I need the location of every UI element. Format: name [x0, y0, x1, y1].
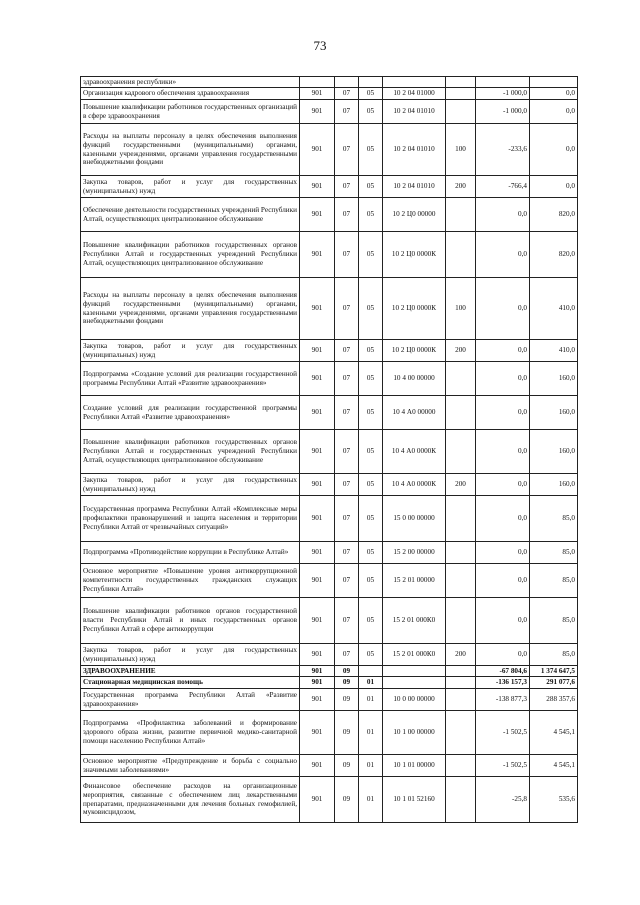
table-row: [81, 278, 578, 340]
row-subsection: 05: [359, 278, 383, 340]
row-target: 10 4 А0 0000К: [383, 474, 446, 496]
row-target: 10 0 00 00000: [383, 689, 446, 711]
row-subsection: 01: [359, 777, 383, 823]
row-target: [383, 77, 446, 88]
row-name: Государственная программа Республики Алтай «Комплексные меры профилактики правонарушений и защита населения и территории Республики Алтай от чрезвычайных ситуаций»: [81, 496, 300, 542]
row-code: 901: [300, 176, 335, 198]
row-section: 07: [335, 430, 359, 474]
row-section: 07: [335, 598, 359, 644]
row-name: Расходы на выплаты персоналу в целях обеспечения выполнения функций государственными (муниципальными) органами, казенными учреждениями, органами управления государственными внебюджетными фондами: [81, 278, 300, 340]
row-target: 15 2 01 000К0: [383, 598, 446, 644]
row-amount-change: 0,0: [476, 644, 530, 666]
row-section: 07: [335, 278, 359, 340]
table-row: [81, 198, 578, 232]
table-row: [81, 755, 578, 777]
row-name: Обеспечение деятельности государственных учреждений Республики Алтай, осуществляющих централизованное обслуживание: [81, 198, 300, 232]
row-target: 10 2 Ц0 0000К: [383, 340, 446, 362]
row-name: Подпрограмма «Противодействие коррупции в Республике Алтай»: [81, 542, 300, 564]
row-section: 07: [335, 396, 359, 430]
row-subsection: 01: [359, 677, 383, 689]
row-code: 901: [300, 689, 335, 711]
row-amount-change: -1 502,5: [476, 711, 530, 755]
row-subsection: 05: [359, 564, 383, 598]
row-code: 901: [300, 474, 335, 496]
row-target: 15 2 00 00000: [383, 542, 446, 564]
row-section: 09: [335, 689, 359, 711]
row-expense-type: [446, 198, 476, 232]
row-expense-type: [446, 711, 476, 755]
row-code: 901: [300, 88, 335, 100]
row-expense-type: 200: [446, 644, 476, 666]
row-expense-type: [446, 598, 476, 644]
row-amount-change: 0,0: [476, 198, 530, 232]
row-target: [383, 677, 446, 689]
row-subsection: 05: [359, 88, 383, 100]
row-section: 09: [335, 677, 359, 689]
table-row: [81, 689, 578, 711]
table-row: [81, 542, 578, 564]
row-amount-total: 85,0: [530, 598, 578, 644]
row-name: Повышение квалификации работников государственных органов Республики Алтай и государственных учреждений Республики Алтай, осуществляющих централизованное обслуживание: [81, 430, 300, 474]
row-code: 901: [300, 598, 335, 644]
row-target: 10 1 01 52160: [383, 777, 446, 823]
row-code: 901: [300, 198, 335, 232]
page-number: 73: [313, 38, 327, 53]
row-expense-type: 100: [446, 124, 476, 176]
row-section: [335, 77, 359, 88]
row-target: 10 2 Ц0 0000К: [383, 278, 446, 340]
row-amount-total: 4 545,1: [530, 711, 578, 755]
table-row: [81, 644, 578, 666]
row-amount-change: -136 157,3: [476, 677, 530, 689]
table-row: [81, 124, 578, 176]
row-code: 901: [300, 644, 335, 666]
row-code: 901: [300, 340, 335, 362]
row-name: Финансовое обеспечение расходов на организационные мероприятия, связанные с обеспечением лиц лекарственными препаратами, предназначенными для лечения больных гемофилией, муковисцидозом,: [81, 777, 300, 823]
row-expense-type: [446, 564, 476, 598]
row-amount-total: 820,0: [530, 198, 578, 232]
row-name: Закупка товаров, работ и услуг для государственных (муниципальных) нужд: [81, 644, 300, 666]
row-name: ЗДРАВООХРАНЕНИЕ: [81, 666, 300, 677]
row-code: 901: [300, 124, 335, 176]
row-amount-change: -766,4: [476, 176, 530, 198]
table-row: [81, 88, 578, 100]
row-amount-change: 0,0: [476, 340, 530, 362]
row-subsection: 05: [359, 340, 383, 362]
table-row: [81, 677, 578, 689]
row-amount-change: 0,0: [476, 278, 530, 340]
table-row: [81, 564, 578, 598]
row-section: 07: [335, 542, 359, 564]
row-target: 15 2 01 000К0: [383, 644, 446, 666]
row-amount-change: -25,8: [476, 777, 530, 823]
row-amount-change: 0,0: [476, 430, 530, 474]
row-expense-type: 200: [446, 176, 476, 198]
row-expense-type: [446, 232, 476, 278]
row-target: 10 2 04 01010: [383, 100, 446, 124]
row-subsection: [359, 666, 383, 677]
row-target: 15 0 00 00000: [383, 496, 446, 542]
row-code: 901: [300, 100, 335, 124]
row-subsection: 01: [359, 755, 383, 777]
table-row: [81, 176, 578, 198]
row-amount-change: 0,0: [476, 232, 530, 278]
row-expense-type: [446, 755, 476, 777]
row-section: 07: [335, 124, 359, 176]
row-expense-type: 200: [446, 474, 476, 496]
row-name: Подпрограмма «Профилактика заболеваний и формирование здорового образа жизни, развитие первичной медико-санитарной помощи населению Республики Алтай»: [81, 711, 300, 755]
row-amount-change: [476, 77, 530, 88]
row-code: 901: [300, 677, 335, 689]
row-target: 10 4 А0 0000К: [383, 430, 446, 474]
row-amount-total: 1 374 647,5: [530, 666, 578, 677]
row-amount-total: 535,6: [530, 777, 578, 823]
row-section: 07: [335, 232, 359, 278]
row-section: 07: [335, 198, 359, 232]
row-subsection: 05: [359, 598, 383, 644]
row-subsection: 05: [359, 542, 383, 564]
row-expense-type: [446, 677, 476, 689]
row-amount-total: 291 077,6: [530, 677, 578, 689]
row-name: Подпрограмма «Создание условий для реализации государственной программы Республики Алтай «Развитие здравоохранения»: [81, 362, 300, 396]
row-section: 07: [335, 564, 359, 598]
row-expense-type: [446, 777, 476, 823]
row-section: 09: [335, 755, 359, 777]
row-target: 10 1 01 00000: [383, 755, 446, 777]
row-amount-change: 0,0: [476, 362, 530, 396]
row-name: здравоохранения республики»: [81, 77, 300, 88]
row-section: 07: [335, 362, 359, 396]
row-amount-total: 160,0: [530, 474, 578, 496]
row-subsection: 05: [359, 430, 383, 474]
row-expense-type: 200: [446, 340, 476, 362]
row-expense-type: [446, 100, 476, 124]
row-code: 901: [300, 278, 335, 340]
row-amount-total: 820,0: [530, 232, 578, 278]
row-expense-type: [446, 88, 476, 100]
row-amount-total: 0,0: [530, 100, 578, 124]
row-name: Создание условий для реализации государственной программы Республики Алтай «Развитие здравоохранения»: [81, 396, 300, 430]
row-code: 901: [300, 666, 335, 677]
row-expense-type: [446, 362, 476, 396]
row-expense-type: [446, 430, 476, 474]
row-section: 09: [335, 711, 359, 755]
row-amount-total: [530, 77, 578, 88]
row-amount-change: 0,0: [476, 598, 530, 644]
row-name: Повышение квалификации работников органов государственной власти Республики Алтай и иных государственных органов Республики Алтай в сфере антикоррупции: [81, 598, 300, 644]
row-subsection: 05: [359, 644, 383, 666]
row-code: 901: [300, 362, 335, 396]
row-section: 07: [335, 88, 359, 100]
row-target: 15 2 01 00000: [383, 564, 446, 598]
row-section: 07: [335, 496, 359, 542]
row-amount-total: 85,0: [530, 496, 578, 542]
row-target: 10 4 00 00000: [383, 362, 446, 396]
row-target: 10 2 Ц0 00000: [383, 198, 446, 232]
row-amount-total: 0,0: [530, 88, 578, 100]
row-name: Стационарная медицинская помощь: [81, 677, 300, 689]
row-amount-change: 0,0: [476, 542, 530, 564]
row-expense-type: 100: [446, 278, 476, 340]
row-subsection: 05: [359, 100, 383, 124]
row-code: 901: [300, 396, 335, 430]
row-name: Закупка товаров, работ и услуг для государственных (муниципальных) нужд: [81, 176, 300, 198]
row-subsection: 05: [359, 198, 383, 232]
table-row: [81, 496, 578, 542]
table-row: [81, 430, 578, 474]
row-code: 901: [300, 711, 335, 755]
row-expense-type: [446, 396, 476, 430]
table-row: [81, 77, 578, 88]
row-section: 07: [335, 474, 359, 496]
row-code: 901: [300, 232, 335, 278]
row-subsection: 05: [359, 176, 383, 198]
row-target: 10 2 Ц0 0000К: [383, 232, 446, 278]
row-amount-total: 410,0: [530, 340, 578, 362]
row-expense-type: [446, 77, 476, 88]
row-subsection: 05: [359, 124, 383, 176]
table-row: [81, 396, 578, 430]
row-subsection: 05: [359, 496, 383, 542]
budget-table: [80, 76, 578, 823]
row-amount-total: 160,0: [530, 362, 578, 396]
table-row: [81, 598, 578, 644]
row-amount-total: 288 357,6: [530, 689, 578, 711]
row-expense-type: [446, 542, 476, 564]
row-target: 10 1 00 00000: [383, 711, 446, 755]
row-subsection: 01: [359, 711, 383, 755]
row-amount-change: -1 000,0: [476, 88, 530, 100]
row-target: 10 2 04 01010: [383, 124, 446, 176]
row-code: 901: [300, 430, 335, 474]
row-name: Государственная программа Республики Алтай «Развитие здравоохранения»: [81, 689, 300, 711]
row-name: Основное мероприятие «Повышение уровня антикоррупционной компетентности государственных гражданских служащих Республики Алтай»: [81, 564, 300, 598]
row-target: 10 2 04 01010: [383, 176, 446, 198]
row-code: 901: [300, 777, 335, 823]
row-expense-type: [446, 689, 476, 711]
row-subsection: 01: [359, 689, 383, 711]
row-name: Повышение квалификации работников государственных организаций в сфере здравоохранения: [81, 100, 300, 124]
row-amount-total: 0,0: [530, 124, 578, 176]
table-row: [81, 232, 578, 278]
row-amount-change: 0,0: [476, 474, 530, 496]
row-code: 901: [300, 542, 335, 564]
row-name: Повышение квалификации работников государственных органов Республики Алтай и государственных учреждений Республики Алтай, осуществляющих централизованное обслуживание: [81, 232, 300, 278]
row-amount-change: -233,6: [476, 124, 530, 176]
row-code: 901: [300, 564, 335, 598]
row-amount-change: 0,0: [476, 564, 530, 598]
row-expense-type: [446, 496, 476, 542]
row-subsection: 05: [359, 396, 383, 430]
row-amount-total: 410,0: [530, 278, 578, 340]
table-row: [81, 362, 578, 396]
table-row: [81, 474, 578, 496]
row-amount-change: 0,0: [476, 496, 530, 542]
row-name: Закупка товаров, работ и услуг для государственных (муниципальных) нужд: [81, 474, 300, 496]
table-row: [81, 666, 578, 677]
row-amount-total: 85,0: [530, 564, 578, 598]
row-amount-total: 0,0: [530, 176, 578, 198]
row-section: 09: [335, 666, 359, 677]
row-code: [300, 77, 335, 88]
row-name: Расходы на выплаты персоналу в целях обеспечения выполнения функций государственными (муниципальными) органами, казенными учреждениями, органами управления государственными внебюджетными фондами: [81, 124, 300, 176]
row-amount-change: -67 804,6: [476, 666, 530, 677]
row-target: 10 2 04 01000: [383, 88, 446, 100]
row-amount-total: 4 545,1: [530, 755, 578, 777]
row-expense-type: [446, 666, 476, 677]
row-name: Организация кадрового обеспечения здравоохранения: [81, 88, 300, 100]
row-amount-change: -138 877,3: [476, 689, 530, 711]
table-row: [81, 711, 578, 755]
table-row: [81, 100, 578, 124]
row-code: 901: [300, 755, 335, 777]
table-row: [81, 340, 578, 362]
row-amount-total: 85,0: [530, 644, 578, 666]
row-name: Закупка товаров, работ и услуг для государственных (муниципальных) нужд: [81, 340, 300, 362]
row-section: 09: [335, 777, 359, 823]
row-section: 07: [335, 340, 359, 362]
row-subsection: [359, 77, 383, 88]
row-amount-change: -1 502,5: [476, 755, 530, 777]
row-subsection: 05: [359, 362, 383, 396]
table-row: [81, 777, 578, 823]
row-section: 07: [335, 644, 359, 666]
row-target: 10 4 А0 00000: [383, 396, 446, 430]
row-amount-change: -1 000,0: [476, 100, 530, 124]
row-section: 07: [335, 100, 359, 124]
row-amount-total: 160,0: [530, 430, 578, 474]
row-amount-change: 0,0: [476, 396, 530, 430]
row-subsection: 05: [359, 232, 383, 278]
row-target: [383, 666, 446, 677]
row-amount-total: 85,0: [530, 542, 578, 564]
row-code: 901: [300, 496, 335, 542]
row-amount-total: 160,0: [530, 396, 578, 430]
row-subsection: 05: [359, 474, 383, 496]
row-name: Основное мероприятие «Предупреждение и борьба с социально значимыми заболеваниями»: [81, 755, 300, 777]
row-section: 07: [335, 176, 359, 198]
